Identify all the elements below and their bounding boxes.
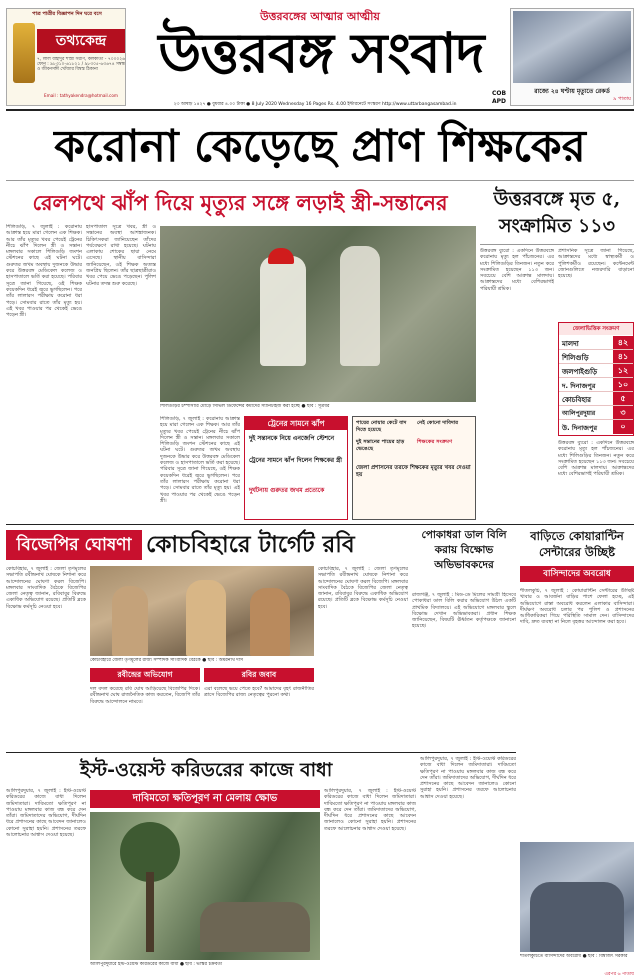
left-ad-body: ৭, লাল বাহাদুর শাস্ত্রী সরণি, কলকাতা - ৭০০০২৬ ফোন : ৯৮৩১০-৬১৮২১ / ৯৮৩০৫-৬৩৬৭৪ সম্বন্ধ ও জীবনসঙ্গী খোঁজার বিশ্বস্ত ঠিকানা <box>37 57 125 73</box>
district-count: ৫ <box>613 392 633 405</box>
corridor-photo <box>90 812 320 960</box>
right-promo-photo <box>513 11 631 83</box>
quarantine-photo-caption: শীতলকুচিতে বাসিন্দাদের অবরোধ ● ছবি : বিশ্বজিৎ সরকার <box>520 954 628 959</box>
district-name: কোচবিহার <box>562 396 592 404</box>
sprayer-helmet <box>268 248 294 264</box>
bjp-photo-caption: কোচবিহারে জেলা তৃণমূলের রাজ্য সম্পাদক সাংবাদিক বৈঠকে ● ছবি : অমরনাথ দাস <box>90 658 244 663</box>
district-name: জলপাইগুড়ি <box>562 368 598 376</box>
bjp-body-col-2: কোচবিহার, ৭ জুলাই : জেলা তৃণমূলের সভাপতি রবীন্দ্রনাথ ঘোষকে নিশানা করে আন্দোলনের ঘোষণা করল বিজেপি। মঙ্গলবার সাংবাদিক বৈঠকে বিজেপির জেলা নেতৃত্ব জানান, রবিবাবুর বিরুদ্ধে একাধিক অভিযোগ রয়েছে। প্রতিটি ব্লকে বিক্ষোভ কর্মসূচি নেওয়া হবে। <box>318 566 408 610</box>
quarantine-headline: বাড়িতে কোয়ারান্টিন সেন্টারের উচ্ছিষ্ট <box>530 529 624 559</box>
bjp-label: বিজেপির ঘোষণা <box>6 530 142 560</box>
masthead-tagline: উত্তরবঙ্গের আত্মার আত্মীয় <box>260 10 380 23</box>
key-box-item-4: শিক্ষকের সংক্রমণ <box>417 439 453 445</box>
masthead-title: উত্তরবঙ্গ সংবাদ <box>158 20 484 85</box>
bjp-sub-a: রবীন্দ্রের অভিযোগ <box>90 668 200 682</box>
district-name: আলিপুরদুয়ার <box>562 410 596 417</box>
left-ad-emblem <box>13 23 35 83</box>
quarantine-body: শীতলকুচি, ৭ জুলাই : কোয়ারান্টিন সেন্টারের উচ্ছিষ্ট খাবার ও আবর্জনা বাড়ির পাশে ফেলা হচ্ছে, এই অভিযোগে রাস্তা অবরোধ করলেন এলাকার বাসিন্দারা। দীর্ঘক্ষণ অবরোধ চলার পর পুলিশ ও প্রশাসনের আধিকারিকরা গিয়ে পরিস্থিতি সামাল দেন। বাসিন্দাদের দাবি, দ্রুত ব্যবস্থা না নিলে বৃহত্তর আন্দোলন করা হবে। <box>520 588 634 626</box>
sprayer-figure <box>260 256 306 366</box>
corridor-photo-crowd <box>200 902 310 952</box>
quarantine-subhead: বাসিন্দাদের অবরোধ <box>520 566 634 582</box>
left-ad-email[interactable]: Email : tathyakendra@hotmail.com <box>44 93 118 98</box>
corridor-photo-trunk <box>146 872 154 952</box>
masthead-cob: COB <box>492 90 507 97</box>
district-row <box>559 336 633 350</box>
bjp-sub-a-text: দল বদল করেছে রবি ঘোষ আড়িয়েছে বিজেপির দিকে। রবীন্দ্রনাথ ঘোষ রাজনৈতিক কাজ করতেন, বিজেপি তাঁর বিরুদ্ধে আন্দোলনে নামবে। <box>90 686 200 705</box>
corridor-subhead: দাবিমতো ক্ষতিপূরণ না মেলায় ক্ষোভ <box>90 790 320 808</box>
district-name: উ. দিনাজপুর <box>562 424 598 432</box>
key-box-item-5: জেলা প্রশাসনের তরফে শিক্ষকের মৃত্যুর খবর দেওয়া হয় <box>356 465 471 478</box>
district-row <box>559 350 633 364</box>
bjp-sub-b: রবির জবাব <box>204 668 314 682</box>
lead-headline: করোনা কেড়েছে প্রাণ শিক্ষকের <box>54 121 586 172</box>
bjp-body-col-1: কোচবিহার, ৭ জুলাই : জেলা তৃণমূলের সভাপতি রবীন্দ্রনাথ ঘোষকে নিশানা করে আন্দোলনের ঘোষণা করল বিজেপি। মঙ্গলবার সাংবাদিক বৈঠকে বিজেপির জেলা নেতৃত্ব জানান, রবিবাবুর বিরুদ্ধে একাধিক অভিযোগ রয়েছে। প্রতিটি ব্লকে বিক্ষোভ কর্মসূচি নেওয়া হবে। <box>6 566 86 610</box>
lead-body-col-3: শিলিগুড়ি, ৭ জুলাই : করোনায় আক্রান্ত হয়ে মারা গেলেন এক শিক্ষক। আর তাঁর মৃত্যুর খবর পেয়েই ট্রেনের নীচে ঝাঁপ দিলেন স্ত্রী ও সন্তান। মঙ্গলবার সকালে শিলিগুড়ি জংশন স্টেশনের কাছে এই ঘটনা ঘটে। গুরুতর জখম অবস্থায় দুজনকে উদ্ধার করে উত্তরবঙ্গ মেডিকেল কলেজ ও হাসপাতালে ভর্তি করা হয়েছে। পরিবার সূত্রে জানা গিয়েছে, ওই শিক্ষক কয়েকদিন ধরেই জ্বরে ভুগছিলেন। পরে তাঁর লালারস পরীক্ষায় করোনা ধরা পড়ে। সোমবার রাতে তাঁর মৃত্যু হয়। এই খবর পাওয়ার পর থেকেই ভেঙে পড়েন স্ত্রী। <box>160 416 240 504</box>
train-box-title: ট্রেনের সামনে ঝাঁপ <box>245 417 347 430</box>
corridor-headline: ইস্ট-ওয়েস্ট করিডরের কাজে বাধা <box>80 759 333 781</box>
district-name: শিলিগুড়ি <box>562 354 589 362</box>
corridor-photo-caption: আলিপুরদুয়ারে ইস্ট-ওয়েস্ট করিডরের কাজে বাধা ● ছবি : ভাস্কর চক্রবর্তী <box>90 962 223 967</box>
district-row <box>559 378 633 392</box>
train-box-item-1: দুই সন্তানকে নিয়ে এনজেপি স্টেশনে <box>249 435 335 442</box>
bjp-headline: কোচবিহারে টার্গেট রবি <box>146 531 355 558</box>
ponkhora-body: রাজগঞ্জ, ৭ জুলাই : মিড-ডে মিলের সামগ্রী হিসেবে পোকাধরা ডাল বিলি করার অভিযোগ উঠল একটি প্রাথমিক বিদ্যালয়ে। এই অভিযোগে মঙ্গলবার স্কুলে বিক্ষোভ দেখান অভিভাবকরা। প্রধান শিক্ষক জানিয়েছেন, বিষয়টি ঊর্ধ্বতন কর্তৃপক্ষকে জানানো হয়েছে। <box>412 592 516 630</box>
right-promo-page: ৯ পাতায় <box>613 96 631 102</box>
district-count: ১০ <box>613 378 633 391</box>
bjp-photo-person-3 <box>250 588 290 656</box>
district-row <box>559 392 633 406</box>
sprayer-figure-2 <box>340 246 380 366</box>
ponkhora-headline: পোকাধরা ডাল বিলি করায় বিক্ষোভ অভিভাবকদের <box>421 529 507 571</box>
district-table-title: জেলাভিত্তিক সংক্রমণ <box>559 323 633 335</box>
train-box-item-3: দুর্ঘটনায় গুরুতর জখম প্রত্যেকে <box>249 487 325 494</box>
key-box <box>352 416 476 520</box>
right-promo-label: রাজ্যে ২৪ ঘণ্টায় মৃত্যুতে রেকর্ড <box>534 88 610 95</box>
corridor-body-col-3: আলিপুরদুয়ার, ৭ জুলাই : ইস্ট-ওয়েস্ট করিডরের কাজে বাধা দিলেন জমিদাতারা। দাবিমতো ক্ষতিপূরণ না পাওয়ায় মঙ্গলবার কাজ বন্ধ করে দেন তাঁরা। জমিদাতাদের অভিযোগ, দীর্ঘদিন ধরে প্রশাসনের কাছে আবেদন জানালেও কোনো সুরাহা হয়নি। প্রশাসনের তরফে আলোচনার আশ্বাস দেওয়া হয়েছে। <box>420 756 516 800</box>
masthead-apd: APD <box>492 98 507 105</box>
lead-rule <box>6 180 634 181</box>
stats-rule <box>480 244 634 245</box>
bjp-sub-b-text: এরা বলেছে ভয়ে পেতে হবে? আমাদের বৃহৎ রাজনীতির ত্রাসে বিজেপির রাজ্য নেতৃত্বের পুরনো কথা। <box>204 686 314 699</box>
bjp-photo-person-2 <box>186 580 226 656</box>
bjp-photo <box>90 566 314 656</box>
district-name: মালদা <box>562 340 579 348</box>
stats-body-col-3: উত্তরবঙ্গ ব্যুরো : একদিনে উত্তরবঙ্গে করোনায় মৃত্যু হল পাঁচজনের। এর মধ্যে শিলিগুড়ির তিনজন। নতুন করে সংক্রামিত হয়েছেন ১১৩ জন। সবচেয়ে বেশি আক্রান্ত মালদায়। আক্রান্তদের মধ্যে বেশিরভাগই পরিযায়ী শ্রমিক। <box>558 440 634 478</box>
district-row <box>559 420 633 435</box>
train-box-item-2: ট্রেনের সামনে ঝাঁপ দিলেন শিক্ষকের স্ত্রী <box>249 457 343 464</box>
bjp-photo-person <box>112 586 148 656</box>
stats-body-col-1: উত্তরবঙ্গ ব্যুরো : একদিনে উত্তরবঙ্গে করোনায় মৃত্যু হল পাঁচজনের। এর মধ্যে শিলিগুড়ির তিনজন। নতুন করে সংক্রামিত হয়েছেন ১১৩ জন। সবচেয়ে বেশি আক্রান্ত মালদায়। আক্রান্তদের মধ্যে বেশিরভাগই পরিযায়ী শ্রমিক। <box>480 248 554 292</box>
lead-body-col-2: হাসপাতাল সূত্রে খবর, স্ত্রী ও সন্তানের অবস্থা আশঙ্কাজনক। চিকিৎসকরা জানিয়েছেন তাঁদের পর্যবেক্ষণে রাখা হয়েছে। ঘটনায় এলাকায় শোকের ছায়া নেমে এসেছে। স্থানীয় বাসিন্দারা জানিয়েছেন, ওই শিক্ষক অত্যন্ত জনপ্রিয় ছিলেন। তাঁর ছাত্রছাত্রীরাও খবর পেয়ে ভেঙে পড়েছেন। পুলিশ ঘটনার তদন্ত শুরু করেছে। <box>86 224 156 287</box>
left-ad-brand: তথ্যকেন্দ্র <box>37 29 125 53</box>
corridor-body-col-1: আলিপুরদুয়ার, ৭ জুলাই : ইস্ট-ওয়েস্ট করিডরের কাজে বাধা দিলেন জমিদাতারা। দাবিমতো ক্ষতিপূরণ না পাওয়ায় মঙ্গলবার কাজ বন্ধ করে দেন তাঁরা। জমিদাতাদের অভিযোগ, দীর্ঘদিন ধরে প্রশাসনের কাছে আবেদন জানালেও কোনো সুরাহা হয়নি। প্রশাসনের তরফে আলোচনার আশ্বাস দেওয়া হয়েছে। <box>6 788 86 839</box>
district-table <box>558 322 634 436</box>
lead-photo <box>160 226 476 402</box>
key-box-item-2: দুই সন্তানের পায়ের হাড় ভেঙেছে <box>356 439 405 452</box>
left-ad-top-text: পাত্র পাত্রীর বিজ্ঞাপন দিন ঘরে বসে <box>32 11 102 17</box>
district-row <box>559 406 633 420</box>
quarantine-photo-crowd <box>530 882 624 952</box>
lead-body-col-1: শিলিগুড়ি, ৭ জুলাই : করোনায় আক্রান্ত হয়ে মারা গেলেন এক শিক্ষক। আর তাঁর মৃত্যুর খবর পেয়েই ট্রেনের নীচে ঝাঁপ দিলেন স্ত্রী ও সন্তান। মঙ্গলবার সকালে শিলিগুড়ি জংশন স্টেশনের কাছে এই ঘটনা ঘটে। গুরুতর জখম অবস্থায় দুজনকে উদ্ধার করে উত্তরবঙ্গ মেডিকেল কলেজ ও হাসপাতালে ভর্তি করা হয়েছে। পরিবার সূত্রে জানা গিয়েছে, ওই শিক্ষক কয়েকদিন ধরেই জ্বরে ভুগছিলেন। পরে তাঁর লালারস পরীক্ষায় করোনা ধরা পড়ে। সোমবার রাতে তাঁর মৃত্যু হয়। এই খবর পাওয়ার পর থেকেই ভেঙে পড়েন স্ত্রী। <box>6 224 82 319</box>
train-box <box>244 416 348 520</box>
district-count: ১২ <box>613 364 633 377</box>
corridor-body-col-2: আলিপুরদুয়ার, ৭ জুলাই : ইস্ট-ওয়েস্ট করিডরের কাজে বাধা দিলেন জমিদাতারা। দাবিমতো ক্ষতিপূরণ না পাওয়ায় মঙ্গলবার কাজ বন্ধ করে দেন তাঁরা। জমিদাতাদের অভিযোগ, দীর্ঘদিন ধরে প্রশাসনের কাছে আবেদন জানালেও কোনো সুরাহা হয়নি। প্রশাসনের তরফে আলোচনার আশ্বাস দেওয়া হয়েছে। <box>324 788 416 832</box>
dateline: ২৩ আষাঢ় ১৪২৭ ● বুধবার ৪.০০ টাকা ● 8 July 2020 Wednesday 16 Pages Rs. 4.00 ইন্টারনেটে সংস্করণ http://www.uttarbangasambad.in <box>173 102 457 107</box>
continued-note: এরপর ৬ পাতায় <box>604 972 634 977</box>
quarantine-photo <box>520 842 634 952</box>
district-count: ৪২ <box>613 336 633 349</box>
district-row <box>559 364 633 378</box>
left-ad[interactable] <box>6 8 126 106</box>
district-count: ৪১ <box>613 350 633 363</box>
district-name: দ. দিনাজপুর <box>562 382 596 390</box>
district-count: ৩ <box>613 406 633 419</box>
district-count: ০ <box>613 420 633 434</box>
right-promo[interactable] <box>510 8 634 106</box>
section-rule-2 <box>6 752 516 753</box>
key-box-item-3: নেই কোনো দাবিদার <box>417 420 459 426</box>
key-box-item-1: পায়ের নোয়ার কেটে বাদ দিতে হয়েছে <box>356 420 407 433</box>
lead-photo-caption: শিলিগুড়ির চম্পাসারি মোড়ে সিভিল ডিফেন্সের কর্মীদের স্যানিটাইজ করা হচ্ছে ● ছবি : সূত্রধর <box>160 404 330 409</box>
section-rule-1 <box>6 524 634 525</box>
stats-body-col-2: প্রশাসনিক সূত্রে জানা গিয়েছে, আক্রান্তদের মধ্যে স্বাস্থ্যকর্মী ও পুলিশকর্মীও রয়েছেন। কন্টেনমেন্ট জোনগুলিতে নজরদারি বাড়ানো হয়েছে। <box>558 248 634 280</box>
lead-subhead: রেলপথে ঝাঁপ দিয়ে মৃত্যুর সঙ্গে লড়াই স্ত্রী-সন্তানের <box>32 191 448 215</box>
masthead-rule <box>6 109 634 111</box>
stats-headline: উত্তরবঙ্গে মৃত ৫, সংক্রামিত ১১৩ <box>493 188 621 237</box>
